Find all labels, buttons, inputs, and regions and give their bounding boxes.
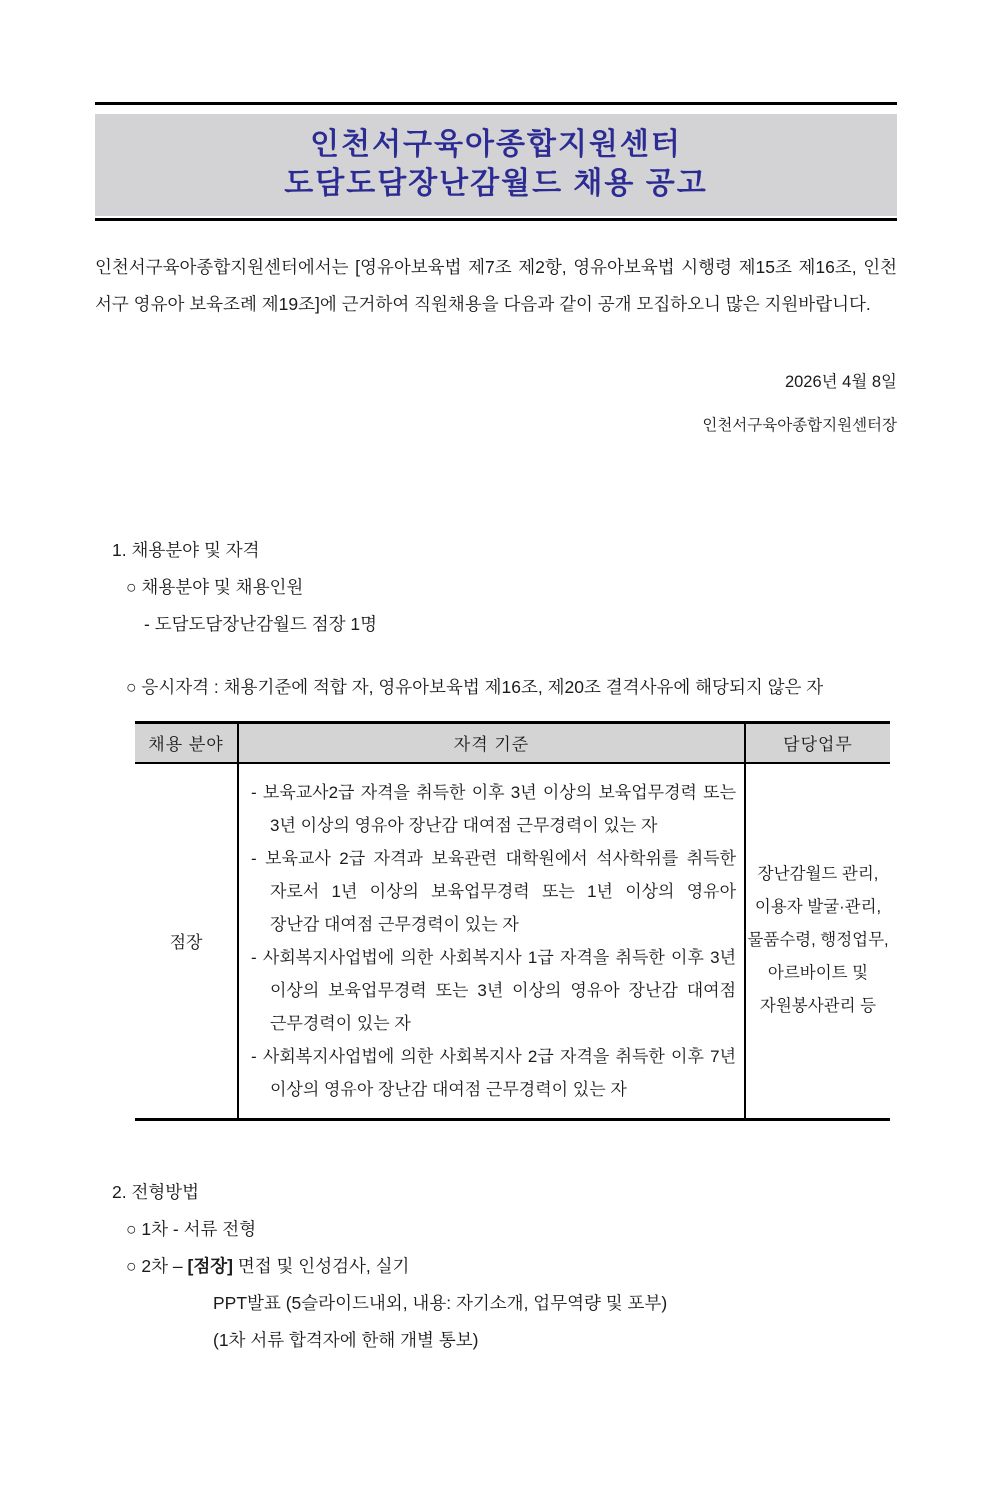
criteria-item: - 사회복지사업법에 의한 사회복지사 2급 자격을 취득한 이후 7년 이상의 영유아 장난감 대여점 근무경력이 있는 자	[251, 1046, 736, 1099]
round-2-prefix: ○ 2차 –	[126, 1255, 188, 1276]
cell-field-value: 점장	[169, 933, 203, 952]
recruitment-table	[135, 721, 890, 1121]
intro-paragraph: 인천서구육아종합지원센터에서는 [영유아보육법 제7조 제2항, 영유아보육법 시행령 제15조 제16조, 인천 서구 영유아 보육조례 제19조]에 근거하여 직원채용을 다음과 같이 공개 모집하오니 많은 지원바랍니다.	[95, 257, 897, 314]
round-1-item: ○ 1차 - 서류 전형	[126, 1218, 257, 1239]
signer-title: 인천서구육아종합지원센터장	[702, 417, 897, 434]
round-2-line-2: PPT발표 (5슬라이드내외, 내용: 자기소개, 업무역량 및 포부)	[213, 1292, 668, 1313]
section-selection-process	[95, 1174, 897, 1359]
duty-line: 물품수령, 행정업무,	[747, 931, 889, 949]
title-bottom-rule	[95, 218, 897, 221]
criteria-item: - 사회복지사업법에 의한 사회복지사 1급 자격을 취득한 이후 3년 이상의 보육업무경력 또는 3년 이상의 영유아 장난감 대여점 근무경력이 있는 자	[251, 947, 736, 1033]
criteria-item: - 보육교사2급 자격을 취득한 이후 3년 이상의 보육업무경력 또는 3년 이상의 영유아 장난감 대여점 근무경력이 있는 자	[251, 782, 736, 835]
table-row	[135, 763, 890, 1120]
section-1-heading: 1. 채용분야 및 자격	[112, 540, 260, 560]
round-2-description: 면접 및 인성검사, 실기	[233, 1255, 410, 1276]
table-header-row	[135, 723, 890, 763]
cell-criteria	[238, 763, 745, 1120]
document-page	[0, 102, 992, 1359]
cell-duty	[745, 763, 890, 1120]
eligibility-item: ○ 응시자격 : 채용기준에 적합 자, 영유아보육법 제16조, 제20조 결격사유에 해당되지 않은 자	[126, 677, 824, 697]
section-2-heading: 2. 전형방법	[112, 1181, 200, 1202]
round-2-line-1	[126, 1248, 897, 1285]
round-2-position-tag: [점장]	[187, 1255, 233, 1276]
top-rule	[95, 102, 897, 105]
duty-line: 아르바이트 및	[767, 964, 869, 982]
header-cell-field: 채용 분야	[135, 723, 238, 763]
title-line-1: 인천서구육아종합지원센터	[310, 128, 682, 161]
duty-line: 이용자 발굴·관리,	[754, 898, 882, 916]
title-line-2: 도담도담장난감월드 채용 공고	[284, 167, 708, 200]
field-sub-item: - 도담도담장난감월드 점장 1명	[144, 614, 378, 634]
title-banner	[95, 114, 897, 216]
announcement-date: 2026년 4월 8일	[784, 373, 897, 391]
round-2-line-3: (1차 서류 합격자에 한해 개별 통보)	[213, 1329, 479, 1350]
duty-line: 장난감월드 관리,	[757, 865, 879, 883]
section-recruitment-field	[95, 532, 897, 706]
round-2-item	[95, 1248, 897, 1359]
header-cell-criteria: 자격 기준	[238, 723, 745, 763]
duty-line: 자원봉사관리 등	[759, 997, 877, 1015]
criteria-item: - 보육교사 2급 자격과 보육관련 대학원에서 석사학위를 취득한 자로서 1년 이상의 보육업무경력 또는 1년 이상의 영유아 장난감 대여점 근무경력이 있는 자	[251, 848, 736, 934]
header-cell-duty: 담당업무	[745, 723, 890, 763]
field-and-headcount-item: ○ 채용분야 및 채용인원	[126, 577, 304, 597]
